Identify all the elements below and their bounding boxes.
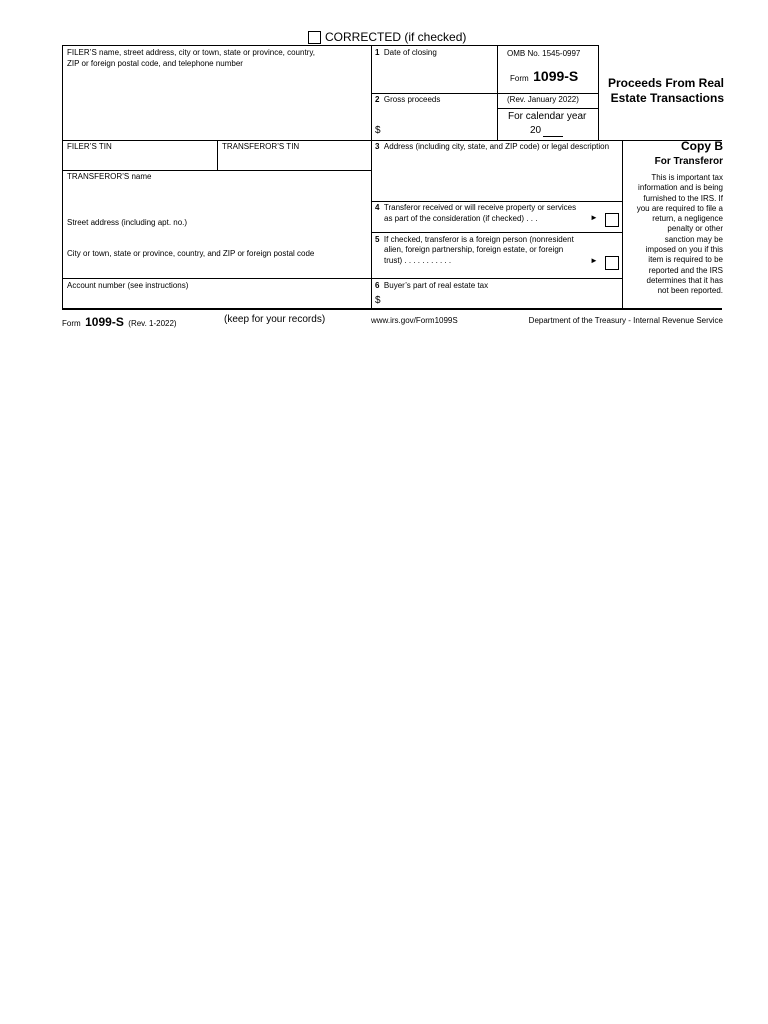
filer-tin-label: FILER’S TIN — [67, 142, 112, 151]
copy-title: Copy B — [681, 139, 723, 153]
corrected-checkbox[interactable] — [308, 31, 321, 44]
box5-line3: trust) . . . . . . . . . . . — [384, 256, 452, 265]
transferor-name-field[interactable] — [63, 183, 369, 215]
box1-number: 1 — [375, 48, 380, 57]
corrected-label: CORRECTED (if checked) — [325, 30, 467, 44]
box6-text: Buyer’s part of real estate tax — [383, 281, 489, 290]
notice-line: penalty or other — [667, 224, 723, 234]
street-address-label: Street address (including apt. no.) — [67, 218, 188, 227]
box6-label — [375, 281, 488, 291]
box5-line1 — [375, 235, 574, 245]
form-word: Form — [510, 74, 529, 83]
form-number: 1099-S — [533, 68, 579, 84]
notice-line: This is important tax — [651, 173, 723, 182]
omb-number: OMB No. 1545-0997 — [507, 49, 581, 58]
notice-line: information and is being — [638, 183, 723, 193]
box5-arrow-icon: ► — [590, 256, 598, 265]
rev-date: (Rev. January 2022) — [507, 95, 579, 104]
footer-form-number: 1099-S — [85, 315, 124, 329]
filer-info-label-1: FILER’S name, street address, city or town, state or province, country, — [67, 48, 315, 57]
street-address-field[interactable] — [63, 229, 369, 245]
date-of-closing-field[interactable] — [372, 60, 496, 92]
filer-tin-field[interactable] — [63, 152, 216, 169]
transferor-tin-label: TRANSFEROR’S TIN — [222, 142, 300, 151]
box6-currency: $ — [375, 295, 381, 306]
box2-currency: $ — [375, 125, 381, 136]
property-address-field[interactable] — [372, 153, 621, 200]
calendar-year-prefix: 20 — [530, 125, 542, 136]
calendar-year-field[interactable] — [543, 125, 563, 137]
form-id — [510, 68, 578, 86]
transferor-name-label: TRANSFEROR’S name — [67, 172, 152, 181]
account-number-field[interactable] — [63, 292, 369, 307]
filer-info-field[interactable] — [63, 70, 369, 138]
box3-number: 3 — [375, 142, 380, 151]
footer-rev: (Rev. 1-2022) — [128, 319, 177, 328]
notice-line: sanction may be — [664, 234, 723, 244]
box4-text-1: Transferor received or will receive property or services — [383, 203, 577, 212]
box4-checkbox[interactable] — [605, 213, 619, 227]
box4-arrow-icon: ► — [590, 213, 598, 222]
account-number-label: Account number (see instructions) — [67, 281, 189, 290]
box3-label — [375, 142, 609, 152]
copy-notice — [624, 173, 723, 297]
notice-line: not been reported. — [657, 286, 723, 296]
form-title-line2: Estate Transactions — [610, 91, 724, 105]
box4-line1 — [375, 203, 576, 213]
footer-url: www.irs.gov/Form1099S — [371, 316, 458, 325]
box2-number: 2 — [375, 95, 380, 104]
box1-text: Date of closing — [383, 48, 437, 57]
copy-subtitle: For Transferor — [654, 156, 723, 167]
box4-number: 4 — [375, 203, 380, 212]
box5-text-1: If checked, transferor is a foreign person (nonresident — [383, 235, 574, 244]
notice-line: reported and the IRS — [648, 265, 723, 275]
calendar-year-label: For calendar year — [508, 111, 587, 122]
form-title-line1: Proceeds From Real — [607, 76, 724, 90]
buyer-real-estate-tax-field[interactable] — [383, 292, 621, 307]
notice-line: you are required to file a — [636, 203, 723, 213]
box5-number: 5 — [375, 235, 380, 244]
notice-line: furnished to the IRS. If — [643, 193, 723, 203]
box3-text: Address (including city, state, and ZIP code) or legal description — [383, 142, 610, 151]
filer-info-label-2: ZIP or foreign postal code, and telephone number — [67, 59, 243, 68]
notice-line: imposed on you if this — [645, 245, 723, 255]
footer-form-word: Form — [62, 319, 81, 328]
gross-proceeds-field[interactable] — [383, 106, 496, 139]
city-field[interactable] — [63, 260, 369, 277]
notice-line: determines that it has — [646, 275, 723, 285]
box2-label — [375, 95, 440, 105]
notice-line: return, a negligence — [652, 214, 723, 224]
box5-line2: alien, foreign partnership, foreign estate, or foreign — [384, 245, 564, 254]
box2-text: Gross proceeds — [383, 95, 441, 104]
box1-label — [375, 48, 437, 58]
footer-form-id — [62, 313, 177, 331]
footer-keep: (keep for your records) — [224, 314, 326, 325]
box4-line2: as part of the consideration (if checked) . . . — [384, 214, 538, 223]
notice-line: item is required to be — [648, 255, 723, 265]
transferor-tin-field[interactable] — [218, 152, 370, 169]
footer-dept: Department of the Treasury - Internal Revenue Service — [528, 316, 723, 325]
form-title — [598, 76, 724, 106]
box6-number: 6 — [375, 281, 380, 290]
city-label: City or town, state or province, country, and ZIP or foreign postal code — [67, 249, 315, 258]
box5-checkbox[interactable] — [605, 256, 619, 270]
